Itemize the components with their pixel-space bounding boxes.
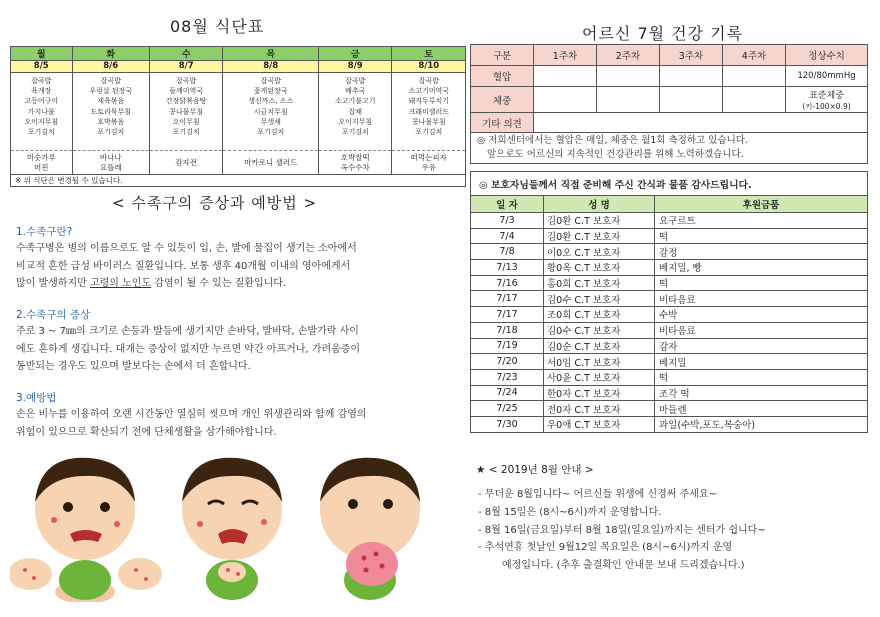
table-row bbox=[471, 291, 868, 307]
dish-item: 가지나물 bbox=[27, 107, 55, 116]
dish-item: 들깨미역국 bbox=[169, 87, 204, 96]
other-opinion-row bbox=[471, 113, 868, 133]
donation-date: 7/30 bbox=[471, 416, 544, 432]
donor-name: 조0희 C.T 보호자 bbox=[544, 307, 655, 323]
table-row bbox=[471, 244, 868, 260]
list-item-continuation: 예정입니다. (추후 출결확인 안내문 보내 드리겠습니다.) bbox=[502, 560, 745, 572]
donor-name: 서0임 C.T 보호자 bbox=[544, 354, 655, 370]
donated-item: 비타음료 bbox=[655, 291, 868, 307]
dish-item: 오이지무침 bbox=[24, 117, 59, 126]
dish-cell bbox=[72, 73, 149, 151]
donor-name: 황0옥 C.T 보호자 bbox=[544, 260, 655, 276]
dish-item: 잡채 bbox=[348, 107, 363, 116]
underlined-text: 고령의 노인도 bbox=[89, 278, 152, 289]
snack-item: 마카로니 샐러드 bbox=[244, 157, 298, 167]
dish-item: 콩나물무침 bbox=[169, 107, 204, 116]
section-body bbox=[16, 406, 460, 441]
body-line: 에도 흔하게 생깁니다. 대개는 증상이 없지만 누르면 약간 아프거나, 가려움증이 bbox=[16, 343, 361, 355]
donor-name: 우0애 C.T 보호자 bbox=[544, 416, 655, 432]
dish-item: 육개장 bbox=[31, 87, 52, 96]
donated-item: 조각 떡 bbox=[655, 385, 868, 401]
dish-item: 포기김치 bbox=[97, 128, 125, 137]
normal-value bbox=[786, 87, 868, 113]
body-text: 감염이 될 수 있는 질환입니다. bbox=[151, 278, 287, 289]
donated-item: 요구르트 bbox=[655, 213, 868, 229]
donation-date: 7/8 bbox=[471, 244, 544, 260]
section-body bbox=[16, 323, 460, 376]
empty-cell bbox=[597, 66, 660, 87]
empty-cell bbox=[660, 87, 723, 113]
snack-cell bbox=[149, 151, 222, 175]
menu-date-row bbox=[11, 61, 466, 73]
donor-name: 김0순 C.T 보호자 bbox=[544, 338, 655, 354]
health-note bbox=[470, 133, 868, 164]
section-heading: 3.예방법 bbox=[16, 392, 57, 404]
snack-cell bbox=[223, 151, 319, 175]
day-header: 화 bbox=[72, 47, 149, 61]
table-row bbox=[471, 338, 868, 354]
empty-cell bbox=[534, 87, 597, 113]
table-row bbox=[471, 260, 868, 276]
body-line: 손은 비누를 이용하여 오랜 시간동안 열심히 씻으며 개인 위생관리와 함께 감염의 bbox=[16, 409, 367, 420]
dish-item: 오이무침 bbox=[172, 117, 200, 126]
dish-item: 꽃게된장국 bbox=[253, 87, 288, 96]
donation-date: 7/25 bbox=[471, 401, 544, 417]
normal-value-line: 표준체중 bbox=[809, 90, 844, 101]
donated-item: 비타음료 bbox=[655, 322, 868, 338]
list-item-text: - 추석연휴 첫날인 9월12일 목요일은 (8시~6시)까지 운영 bbox=[478, 542, 733, 554]
row-label: 혈압 bbox=[471, 66, 534, 87]
menu-title: 08월 식단표 bbox=[170, 17, 265, 36]
dish-item: 고등어구이 bbox=[24, 97, 59, 106]
snack-item: 바나나 bbox=[99, 152, 122, 162]
donation-date: 7/18 bbox=[471, 322, 544, 338]
donation-date: 7/19 bbox=[471, 338, 544, 354]
notice-list bbox=[478, 486, 878, 575]
donated-item: 과일(수박,포도,복숭아) bbox=[655, 416, 868, 432]
donor-header-row bbox=[471, 196, 868, 213]
donated-item: 마들렌 bbox=[655, 401, 868, 417]
section-heading: 2.수족구의 증상 bbox=[16, 309, 91, 321]
notice-heading: ★ < 2019년 8월 안내 > bbox=[476, 464, 594, 476]
dish-cell bbox=[319, 73, 392, 151]
table-row bbox=[471, 228, 868, 244]
donated-item: 떡 bbox=[655, 275, 868, 291]
health-record-table bbox=[470, 44, 868, 133]
list-item: - 무더운 8월입니다~ 어르신들 위생에 신경써 주세요~ bbox=[478, 489, 718, 500]
dish-item: 간장닭볶음탕 bbox=[165, 97, 207, 106]
table-row bbox=[471, 322, 868, 338]
column-header: 성 명 bbox=[544, 196, 655, 213]
donated-item: 감자 bbox=[655, 338, 868, 354]
row-label: 체중 bbox=[471, 87, 534, 113]
dish-item: 크래미샐러드 bbox=[408, 107, 450, 116]
dish-cell bbox=[392, 73, 466, 151]
snack-item: 요플레 bbox=[99, 162, 122, 172]
dish-item: 잡곡밥 bbox=[260, 77, 281, 85]
donor-name: 홍0희 C.T 보호자 bbox=[544, 275, 655, 291]
donation-date: 7/23 bbox=[471, 369, 544, 385]
child-figure bbox=[320, 458, 420, 600]
normal-value: 120/80mmHg bbox=[786, 66, 868, 87]
donated-item: 떡 bbox=[655, 369, 868, 385]
column-header: 일 자 bbox=[471, 196, 544, 213]
snack-item: 감자전 bbox=[175, 157, 198, 167]
snack-item: 머핀 bbox=[34, 162, 49, 172]
donation-date: 7/24 bbox=[471, 385, 544, 401]
dish-item: 돼지두루치기 bbox=[408, 97, 450, 106]
body-line: 비교적 흔한 급성 바이러스 질환입니다. 보통 생후 40개월 이내의 영아에게서 bbox=[16, 260, 351, 272]
dish-item: 잡곡밥 bbox=[176, 77, 197, 85]
dish-item: 오이지무침 bbox=[338, 117, 373, 126]
day-header: 토 bbox=[392, 47, 466, 61]
donation-date: 7/17 bbox=[471, 291, 544, 307]
snack-cell bbox=[72, 151, 149, 175]
menu-note: ※ 위 식단은 변경될 수 있습니다. bbox=[11, 175, 466, 187]
snack-item: 우유 bbox=[421, 162, 436, 172]
child-figure bbox=[10, 458, 162, 602]
empty-cell bbox=[597, 87, 660, 113]
dish-item: 호박볶음 bbox=[97, 117, 125, 126]
donated-item: 떡 bbox=[655, 228, 868, 244]
date-header: 8/6 bbox=[72, 61, 149, 73]
date-header: 8/10 bbox=[392, 61, 466, 73]
column-header: 1주차 bbox=[534, 45, 597, 66]
snack-item: 미숫가루 bbox=[26, 152, 56, 162]
menu-snack-row bbox=[11, 151, 466, 175]
donor-caption: ◎ 보호자님들께서 직접 준비해 주신 간식과 물품 감사드립니다. bbox=[471, 172, 868, 196]
table-row bbox=[471, 401, 868, 417]
empty-cell bbox=[534, 66, 597, 87]
dish-item: 잡곡밥 bbox=[345, 77, 366, 85]
donated-item: 감정 bbox=[655, 244, 868, 260]
column-header: 구분 bbox=[471, 45, 534, 66]
dish-item: 포기김치 bbox=[341, 128, 369, 137]
list-item: - 8월 15일은 (8시~6시)까지 운영합니다. bbox=[478, 506, 662, 518]
donor-name: 김0수 C.T 보호자 bbox=[544, 291, 655, 307]
table-row bbox=[471, 307, 868, 323]
note-line: ◎ 저희센터에서는 혈압은 매일, 체중은 월1회 측정하고 있습니다. bbox=[477, 135, 748, 146]
dish-item: 포기김치 bbox=[27, 128, 55, 137]
snack-cell bbox=[319, 151, 392, 175]
body-line: 동반되는 경우도 있으며 발보다는 손에서 더 흔합니다. bbox=[16, 361, 251, 372]
table-row bbox=[471, 354, 868, 370]
column-header: 4주차 bbox=[723, 45, 786, 66]
dish-item: 배추국 bbox=[345, 87, 366, 96]
donor-caption-row bbox=[471, 172, 868, 196]
section-body bbox=[16, 240, 460, 293]
donor-name: 이0오 C.T 보호자 bbox=[544, 244, 655, 260]
dish-item: 포기김치 bbox=[415, 128, 443, 137]
table-row bbox=[471, 369, 868, 385]
child-figure bbox=[182, 458, 282, 600]
donor-name: 김0수 C.T 보호자 bbox=[544, 322, 655, 338]
body-line: 수족구병은 병의 이름으로도 알 수 있듯이 입, 손, 발에 물집이 생기는 소아에서 bbox=[16, 243, 357, 254]
donor-name: 김0환 C.T 보호자 bbox=[544, 213, 655, 229]
dish-item: 제육볶음 bbox=[97, 97, 125, 106]
menu-table bbox=[10, 46, 466, 187]
normal-value-line: (키-100×0.9) bbox=[802, 101, 851, 111]
donor-name: 한0자 C.T 보호자 bbox=[544, 385, 655, 401]
body-line: 주로 3 ~ 7㎜의 크기로 손등과 발등에 생기지만 손바닥, 발바닥, 손발가락 사이 bbox=[16, 326, 359, 337]
column-header: 후원금품 bbox=[655, 196, 868, 213]
note-line: 앞으로도 어르신의 지속적인 건강관리를 위해 노력하겠습니다. bbox=[487, 149, 744, 160]
section-heading: 1.수족구란? bbox=[16, 226, 73, 238]
donor-table bbox=[470, 171, 868, 433]
body-text: 많이 발생하지만 bbox=[16, 278, 90, 289]
empty-cell bbox=[534, 113, 868, 133]
menu-dish-row bbox=[11, 73, 466, 151]
dish-item: 잡곡밥 bbox=[418, 77, 439, 85]
health-record-title: 어르신 7월 건강 기록 bbox=[582, 24, 744, 43]
list-item bbox=[478, 539, 878, 575]
snack-item: 떠먹는피자 bbox=[410, 152, 447, 162]
donated-item: 수박 bbox=[655, 307, 868, 323]
dish-item: 포기김치 bbox=[257, 128, 285, 137]
list-item: - 8월 16일(금요일)부터 8월 18일(일요일)까지는 센터가 쉽니다~ bbox=[478, 524, 766, 536]
donor-name: 사0윤 C.T 보호자 bbox=[544, 369, 655, 385]
dish-cell bbox=[149, 73, 222, 151]
day-header: 목 bbox=[223, 47, 319, 61]
date-header: 8/7 bbox=[149, 61, 222, 73]
body-line: 위험이 있으므로 확산되기 전에 단체생활을 삼가해야합니다. bbox=[16, 426, 277, 438]
donation-date: 7/20 bbox=[471, 354, 544, 370]
row-label: 기타 의견 bbox=[471, 113, 534, 133]
column-header: 정상수치 bbox=[786, 45, 868, 66]
dish-item: 도토리묵무침 bbox=[90, 107, 132, 116]
snack-cell bbox=[392, 151, 466, 175]
dish-item: 시금치무침 bbox=[253, 107, 288, 116]
dish-item: 우렁살 된장국 bbox=[89, 87, 133, 96]
hfmd-title: < 수족구의 증상과 예방법 > bbox=[112, 194, 318, 212]
table-row bbox=[471, 275, 868, 291]
donation-date: 7/17 bbox=[471, 307, 544, 323]
menu-note-row bbox=[11, 175, 466, 187]
table-row bbox=[471, 385, 868, 401]
dish-item: 포기김치 bbox=[172, 128, 200, 137]
table-row bbox=[471, 416, 868, 432]
health-header-row bbox=[471, 45, 868, 66]
dish-item: 잡곡밥 bbox=[100, 77, 121, 85]
empty-cell bbox=[723, 87, 786, 113]
dish-item: 무생채 bbox=[260, 117, 281, 126]
empty-cell bbox=[723, 66, 786, 87]
weight-row bbox=[471, 87, 868, 113]
blood-pressure-row bbox=[471, 66, 868, 87]
donated-item: 베지밀, 빵 bbox=[655, 260, 868, 276]
dish-item: 생선까스, 소스 bbox=[248, 97, 294, 106]
dish-item: 콩나물무침 bbox=[411, 117, 446, 126]
sick-children-illustration bbox=[10, 452, 460, 602]
donor-name: 김0환 C.T 보호자 bbox=[544, 228, 655, 244]
column-header: 2주차 bbox=[597, 45, 660, 66]
date-header: 8/8 bbox=[223, 61, 319, 73]
day-header: 수 bbox=[149, 47, 222, 61]
donation-date: 7/3 bbox=[471, 213, 544, 229]
empty-cell bbox=[660, 66, 723, 87]
donation-date: 7/13 bbox=[471, 260, 544, 276]
donated-item: 베지밀 bbox=[655, 354, 868, 370]
menu-day-row bbox=[11, 47, 466, 61]
dish-item: 잡곡밥 bbox=[31, 77, 52, 85]
body-line bbox=[16, 275, 460, 293]
date-header: 8/9 bbox=[319, 61, 392, 73]
snack-cell bbox=[11, 151, 73, 175]
donor-name: 전0자 C.T 보호자 bbox=[544, 401, 655, 417]
table-row bbox=[471, 213, 868, 229]
day-header: 금 bbox=[319, 47, 392, 61]
donation-date: 7/4 bbox=[471, 228, 544, 244]
column-header: 3주차 bbox=[660, 45, 723, 66]
date-header: 8/5 bbox=[11, 61, 73, 73]
dish-cell bbox=[11, 73, 73, 151]
day-header: 월 bbox=[11, 47, 73, 61]
snack-item: 옥수수차 bbox=[340, 162, 370, 172]
dish-item: 소고기불고기 bbox=[334, 97, 376, 106]
dish-item: 소고기미역국 bbox=[408, 87, 450, 96]
dish-cell bbox=[223, 73, 319, 151]
snack-item: 호박찰떡 bbox=[340, 152, 370, 162]
donation-date: 7/16 bbox=[471, 275, 544, 291]
